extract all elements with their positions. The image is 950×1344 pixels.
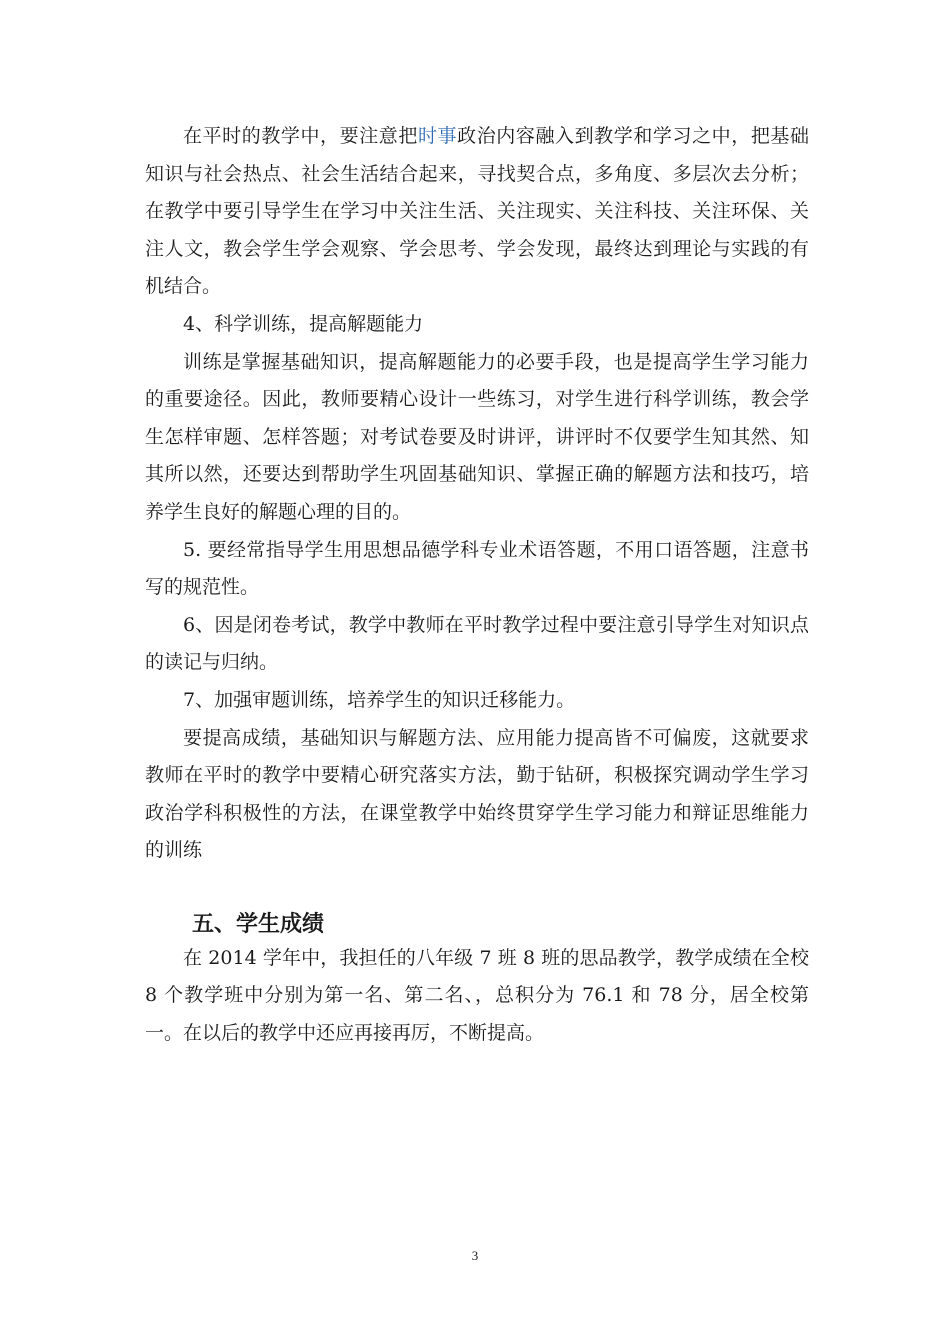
- section-heading: 五、学生成绩: [192, 911, 325, 937]
- document-body: [145, 118, 809, 1053]
- paragraph-closed-book: 6、因是闭卷考试，教学中教师在平时教学过程中要注意引导学生对知识点的读记与归纳。: [145, 613, 809, 674]
- subheading-scientific-training: 4、科学训练，提高解题能力: [183, 312, 424, 335]
- paragraph-text: 政治内容融入到教学和学习之中，把基础知识与社会热点、社会生活结合起来，寻找契合点，多角度、多层次去分析；在教学中要引导学生在学习中关注生活、关注现实、关注科技、关注环保、关注人文，教会学生学会观察、学会思考、学会发现，最终达到理论与实践的有机结合。: [145, 125, 809, 298]
- highlighted-term: 时事: [417, 125, 458, 147]
- paragraph-review-training: 7、加强审题训练，培养学生的知识迁移能力。: [183, 688, 576, 711]
- paragraph-conclusion: 要提高成绩，基础知识与解题方法、应用能力提高皆不可偏废，这就要求教师在平时的教学中要精心研究落实方法，勤于钻研，积极探究调动学生学习政治学科积极性的方法，在课堂教学中始终贯穿学生学习能力和辩证思维能力的训练: [145, 726, 809, 862]
- paragraph-student-results: 在 2014 学年中，我担任的八年级 7 班 8 班的思品教学，教学成绩在全校 8 个教学班中分别为第一名、第二名、，总积分为 76.1 和 78 分，居全校第一。在以后的教学中还应再接再厉，不断提高。: [145, 946, 809, 1045]
- paragraph-current-affairs: [145, 118, 809, 306]
- page-number: 3: [471, 1248, 479, 1263]
- paragraph-text: 在平时的教学中，要注意把: [183, 125, 418, 147]
- paragraph-training: 训练是掌握基础知识，提高解题能力的必要手段，也是提高学生学习能力的重要途径。因此，教师要精心设计一些练习，对学生进行科学训练，教会学生怎样审题、怎样答题；对考试卷要及时讲评，讲评时不仅要学生知其然、知其所以然，还要达到帮助学生巩固基础知识、掌握正确的解题方法和技巧，培养学生良好的解题心理的目的。: [145, 350, 809, 523]
- paragraph-terminology: 5. 要经常指导学生用思想品德学科专业术语答题，不用口语答题，注意书写的规范性。: [145, 538, 809, 599]
